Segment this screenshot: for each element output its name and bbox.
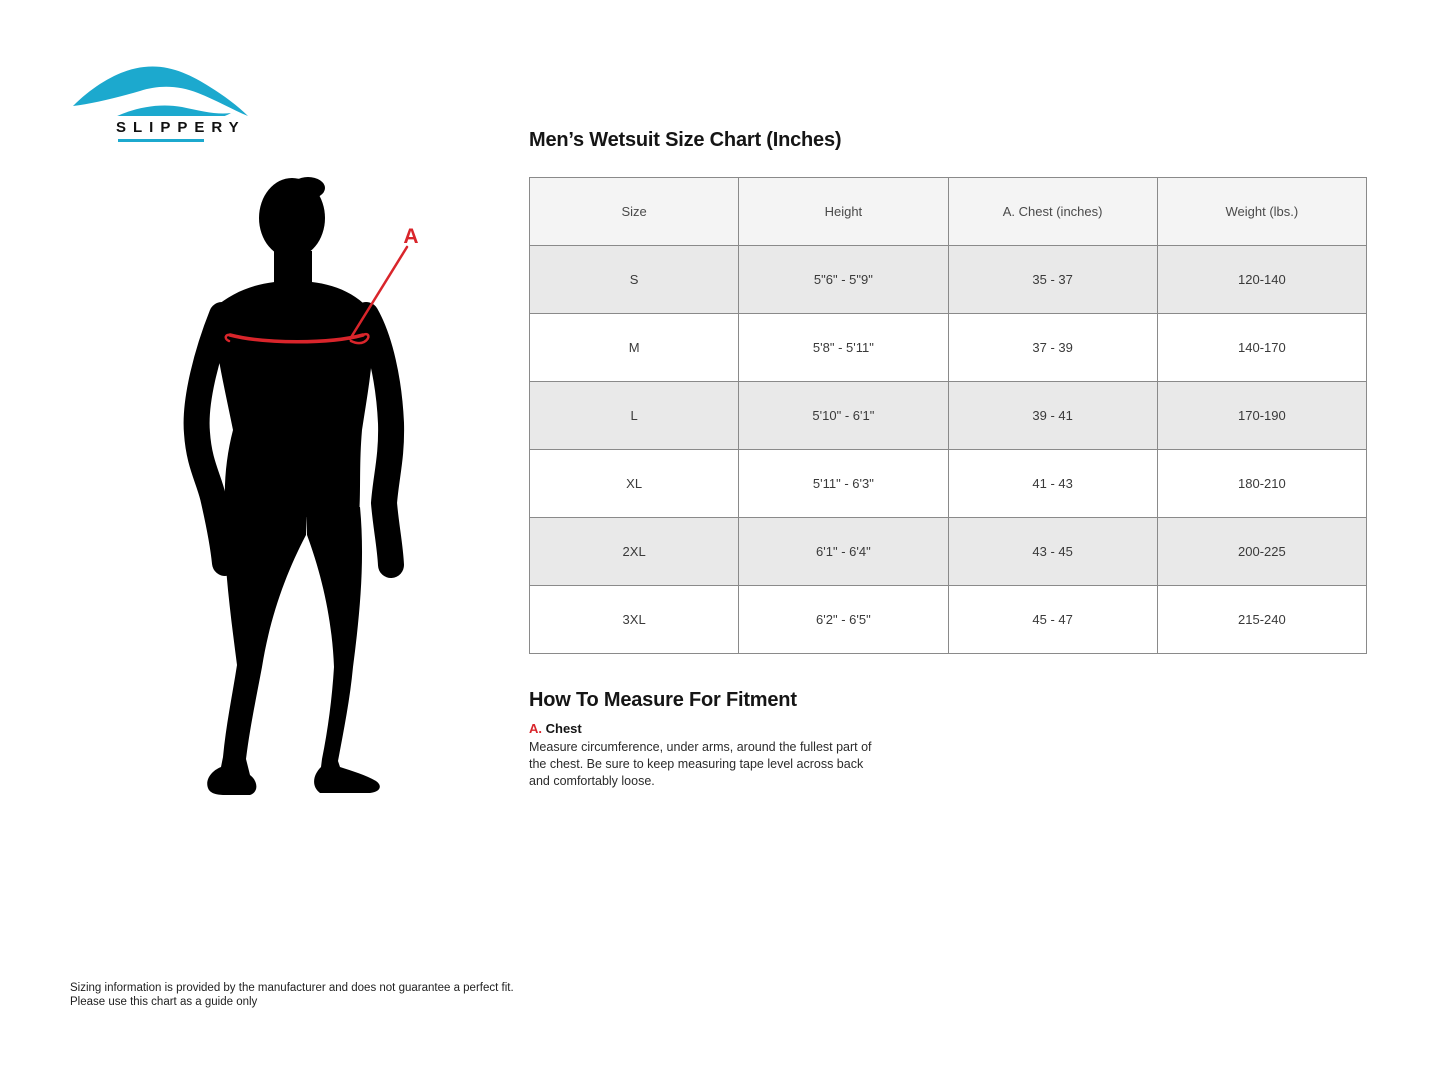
chest-cell: 39 - 41 [948,382,1157,450]
height-cell: 6'1" - 6'4" [739,518,948,586]
weight-cell: 140-170 [1157,314,1366,382]
weight-cell: 215-240 [1157,586,1366,654]
size-cell: S [530,246,739,314]
column-header-height: Height [739,178,948,246]
brand-name: SLIPPERY [116,119,246,136]
wave-icon [70,62,250,116]
size-chart-title: Men’s Wetsuit Size Chart (Inches) [529,129,842,151]
chest-cell: 37 - 39 [948,314,1157,382]
measure-item-name: Chest [545,721,582,736]
height-cell: 5'11" - 6'3" [739,450,948,518]
size-cell: 3XL [530,586,739,654]
measure-heading: How To Measure For Fitment [529,689,797,711]
table-row [530,450,1367,518]
body-silhouette-figure [180,175,440,805]
chest-cell: 41 - 43 [948,450,1157,518]
size-cell: M [530,314,739,382]
chest-cell: 35 - 37 [948,246,1157,314]
weight-cell: 200-225 [1157,518,1366,586]
footer-disclaimer [70,981,514,1009]
column-header-size: Size [530,178,739,246]
measure-item-key: A. [529,721,542,736]
size-cell: 2XL [530,518,739,586]
measure-description: Measure circumference, under arms, around the fullest part of the chest. Be sure to keep measuring tape level across back and comfortably loose. [529,740,872,788]
weight-cell: 120-140 [1157,246,1366,314]
height-cell: 6'2" - 6'5" [739,586,948,654]
table-row [530,246,1367,314]
measure-label-a: A [403,225,419,248]
body-silhouette [197,177,392,795]
header-row [530,178,1367,246]
chest-cell: 43 - 45 [948,518,1157,586]
brand-logo [70,62,260,142]
size-cell: XL [530,450,739,518]
table-row [530,382,1367,450]
measure-item-title [529,721,582,736]
column-header-chest: A. Chest (inches) [948,178,1157,246]
height-cell: 5'8" - 5'11" [739,314,948,382]
chest-cell: 45 - 47 [948,586,1157,654]
column-header-weight: Weight (lbs.) [1157,178,1366,246]
size-cell: L [530,382,739,450]
disclaimer-line-2: Please use this chart as a guide only [70,996,258,1008]
weight-cell: 170-190 [1157,382,1366,450]
table-row [530,314,1367,382]
size-chart-table [529,177,1367,654]
table-row [530,518,1367,586]
weight-cell: 180-210 [1157,450,1366,518]
disclaimer-line-1: Sizing information is provided by the manufacturer and does not guarantee a perfect fit. [70,982,514,994]
table-row [530,586,1367,654]
brand-underline [118,139,204,142]
height-cell: 5'10" - 6'1" [739,382,948,450]
height-cell: 5"6" - 5"9" [739,246,948,314]
